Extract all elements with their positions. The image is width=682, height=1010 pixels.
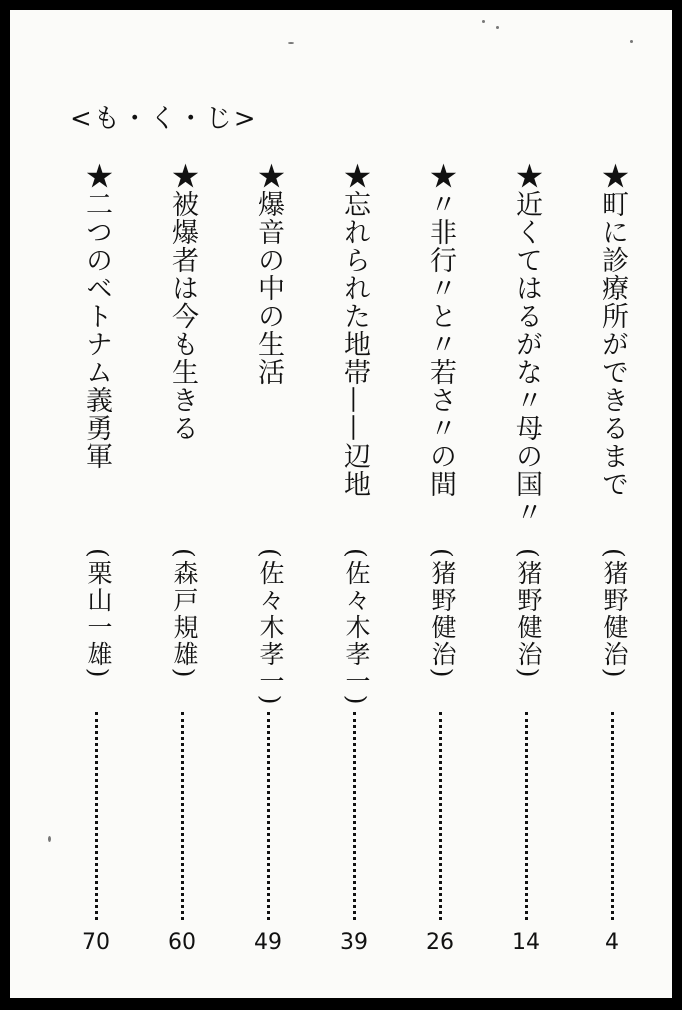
paper-speck <box>48 836 51 842</box>
toc-entry <box>334 10 374 970</box>
leader-dots <box>525 712 528 920</box>
entry-title: ★二つのベトナム義勇軍 <box>81 162 112 470</box>
toc-entry <box>162 10 202 970</box>
entry-page-number: 26 <box>426 930 454 955</box>
entry-page-number: 14 <box>512 930 540 955</box>
toc-heading: <も・く・じ> <box>70 104 258 134</box>
entry-title: ★忘れられた地帯——辺地 <box>339 162 370 498</box>
book-page <box>10 10 672 998</box>
entry-author: (佐々木孝一) <box>342 548 371 707</box>
toc-entry <box>506 10 546 970</box>
leader-dots <box>439 712 442 920</box>
entry-title: ★近くてはるがな〃母の国〃 <box>511 162 542 526</box>
entry-title: ★被爆者は今も生きる <box>167 162 198 442</box>
entry-title: ★爆音の中の生活 <box>253 162 284 386</box>
entry-author: (猪野健治) <box>514 548 543 680</box>
entry-author: (猪野健治) <box>428 548 457 680</box>
entry-page-number: 49 <box>254 930 282 955</box>
toc-entry <box>248 10 288 970</box>
entry-page-number: 70 <box>82 930 110 955</box>
entry-author: (栗山一雄) <box>84 548 113 680</box>
leader-dots <box>353 712 356 920</box>
entry-title: ★〃非行〃と〃若さ〃の間 <box>425 162 456 498</box>
entry-page-number: 4 <box>605 930 619 955</box>
entry-page-number: 39 <box>340 930 368 955</box>
entry-author: (猪野健治) <box>600 548 629 680</box>
leader-dots <box>267 712 270 920</box>
toc-entry <box>76 10 116 970</box>
entry-page-number: 60 <box>168 930 196 955</box>
leader-dots <box>611 712 614 920</box>
leader-dots <box>181 712 184 920</box>
paper-speck <box>482 20 485 23</box>
toc-entry <box>420 10 460 970</box>
entry-author: (森戸規雄) <box>170 548 199 680</box>
paper-speck <box>496 26 499 29</box>
entry-author: (佐々木孝一) <box>256 548 285 707</box>
paper-speck <box>288 42 294 44</box>
paper-speck <box>630 40 633 43</box>
leader-dots <box>95 712 98 920</box>
entry-title: ★町に診療所ができるまで <box>597 162 628 498</box>
toc-entry <box>592 10 632 970</box>
